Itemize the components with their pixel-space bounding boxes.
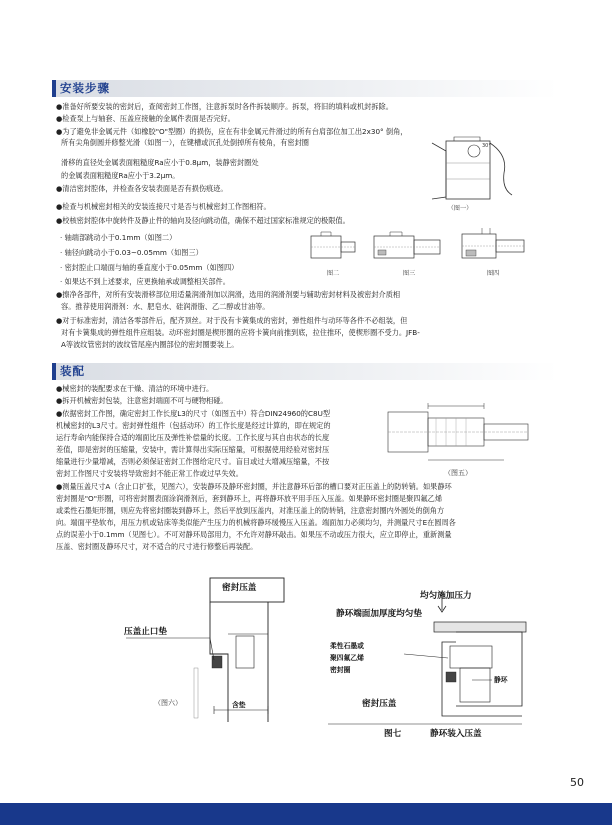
install-line-1: ●检查泵上与轴套、压盖应接触的金属件表面是否完好。 [56, 114, 235, 123]
section-title-assembly: 装配 [60, 364, 85, 378]
fig6-stop-label: 压盖止口垫 [124, 627, 167, 637]
assembly-line-10: 或柔性石墨矩形圈，则应先将密封圈装到静环上，然后平放到压盖内，对准压盖上的防转销，注意密封圈内外圆处的倒角方 [56, 506, 445, 515]
install-line-9: · 轴端部跳动小于0.1mm（如图二） [60, 233, 177, 242]
install-line-0: ●准备好所要安装的密封后，查阅密封工作图，注意拆泵时各件拆装顺序。拆泵，将旧的填料或机封拆除。 [56, 102, 393, 111]
figure-3-drawing [370, 230, 444, 266]
install-line-7: ●检查与机械密封相关的安装连接尺寸是否与机械密封工作图相符。 [56, 202, 271, 211]
install-line-14: 容。推荐使用润滑剂：水、肥皂水、硅润滑脂、乙二醇或甘油等。 [61, 302, 270, 311]
figure-4-caption: 图四 [486, 270, 500, 277]
fig7-number: 图七 [384, 729, 402, 739]
figure-2-drawing [307, 230, 359, 266]
assembly-line-1: ●拆开机械密封包装，注意密封端面不可与硬物相碰。 [56, 396, 228, 405]
page-number: 50 [570, 776, 584, 789]
svg-text:30°: 30° [482, 143, 491, 149]
install-line-2: ●为了避免非金属元件（如橡胶"O"型圈）的损伤，应在有非金属元件滑过的所有台肩部位加工出2x30° 倒角， [56, 127, 408, 136]
install-line-15: ●对于标准密封，清洁各零部件后，配齐顶丝。对于没有卡簧集成的密封，弹性组件与动环等各件不必组装，但 [56, 316, 408, 325]
install-line-5: 的金属表面粗糙度Ra应小于3.2μm。 [61, 171, 180, 180]
fig7-mat2-label: 聚四氟乙烯 [330, 654, 364, 662]
section-title-install: 安装步骤 [60, 81, 110, 95]
install-line-10: · 轴径向跳动小于0.03~0.05mm（如图三） [60, 248, 203, 257]
assembly-line-8: ●测量压盖尺寸A（含止口扩张，见图六），安装静环及静环密封圈，并注意静环后部的槽口要对正压盖上的防转销。如果静环 [56, 482, 452, 491]
figure-5-drawing [384, 398, 532, 468]
assembly-line-0: ●械密封的装配要求在干燥、清洁的环境中进行。 [56, 384, 214, 393]
assembly-line-7: 密封工作图尺寸安装将导致密封不能正常工作或过早失效。 [56, 469, 243, 478]
install-line-17: A等波纹管密封的波纹管尾座内圈部位的密封圈要装上。 [61, 340, 239, 349]
figure-7-drawing [322, 588, 528, 738]
install-line-3: 所有尖角倒圆并修整光滑（如图一），在键槽或沉孔处倒掉所有棱角，有密封圈 [61, 138, 309, 147]
fig7-title: 静环装入压盖 [430, 729, 482, 739]
figure-5-caption: （图五） [444, 469, 472, 477]
footer-bar [0, 803, 612, 825]
figure-2-caption: 图二 [326, 270, 340, 277]
figure-7-caption [384, 724, 524, 740]
section-header-install [52, 80, 558, 97]
install-line-12: · 如果达不到上述要求，应更换轴承或调整相关部件。 [60, 277, 230, 286]
install-line-11: · 密封腔止口端面与轴的垂直度小于0.05mm（如图四） [60, 263, 239, 272]
assembly-line-13: 压盖、密封圈及静环尺寸，对不适合的尺寸进行修整后再装配。 [56, 542, 258, 551]
fig6-dim-label: 含垫 [232, 701, 246, 709]
install-line-4: 滑移的直径处金属表面粗糙度Ra应小于0.8μm，装静密封圈处 [61, 158, 259, 167]
fig7-ring-label: 静环 [494, 676, 508, 684]
fig7-gland-label: 密封压盖 [362, 699, 397, 709]
fig7-mat3-label: 密封圈 [330, 666, 351, 674]
install-line-6: ●清洁密封腔体，并检查各安装表面是否有损伤痕迹。 [56, 184, 228, 193]
assembly-line-5: 差值，即是密封的压缩量，安装中，需计算得出实际压缩量，可根据使用经验对密封压 [56, 445, 330, 454]
assembly-line-4: 运行寿命内能保持合适的端面比压及弹性补偿量的长度。工作长度与其自由状态的长度 [56, 433, 330, 442]
install-line-16: 对有卡簧集成的弹性组件应组装。动环密封圈是楔形圈的应将卡簧向前推到底，拉住推环，使楔形圈不受力。JFB- [61, 328, 420, 337]
fig6-gland-label: 密封压盖 [222, 583, 257, 593]
fig7-press-label: 均匀施加压力 [420, 591, 472, 601]
figure-3-caption: 图三 [402, 270, 416, 277]
fig7-pad-label: 静环端面加厚度均匀垫 [336, 609, 422, 619]
assembly-line-3: 机械密封的L3尺寸。密封弹性组件（包括动环）的工作长度是经过计算的，即在规定的 [56, 421, 331, 430]
figure-6-caption: （图六） [154, 699, 182, 707]
header-accent-bar [52, 80, 56, 97]
install-line-8: ●校核密封腔体中旋转件及静止件的轴向及径向跳动值，确保不超过国家标准规定的极限值。 [56, 216, 350, 225]
header-accent-bar [52, 363, 56, 380]
assembly-line-11: 向。端面平垫软布，用压力机或钻床等类似能产生压力的机械将静环缓慢压入压盖。端面加力必须均匀，并测量尺寸E在圆周各 [56, 518, 456, 527]
figure-1-caption: （图一） [447, 205, 473, 212]
assembly-line-12: 点的误差小于0.1mm（见图七）。不可对静环局部用力，不允许对静环敲击。如果压不动或压力很大，应立即停止，重新测量 [56, 530, 452, 539]
assembly-line-2: ●依据密封工作图，确定密封工作长度L3的尺寸（如图五中）符合DIN24960的C8U型 [56, 409, 331, 418]
section-header-assembly [52, 363, 558, 380]
fig7-mat1-label: 柔性石墨或 [330, 642, 364, 650]
assembly-line-9: 密封圈是"O"形圈，可将密封圈表面涂润滑剂后，套到静环上，再将静环放平用手压入压盖。如果静环密封圈是聚四氟乙烯 [56, 494, 443, 503]
figure-4-drawing [456, 226, 528, 266]
assembly-line-6: 缩量进行少量增减，否则必须保证密封工作图给定尺寸。盲目或过大增减压缩量，不按 [56, 457, 330, 466]
install-line-13: ●擦净各部件，对所有安装滑移部位用适量润滑剂加以润滑，选用的润滑剂要与辅助密封材料及被密封介质相 [56, 290, 401, 299]
